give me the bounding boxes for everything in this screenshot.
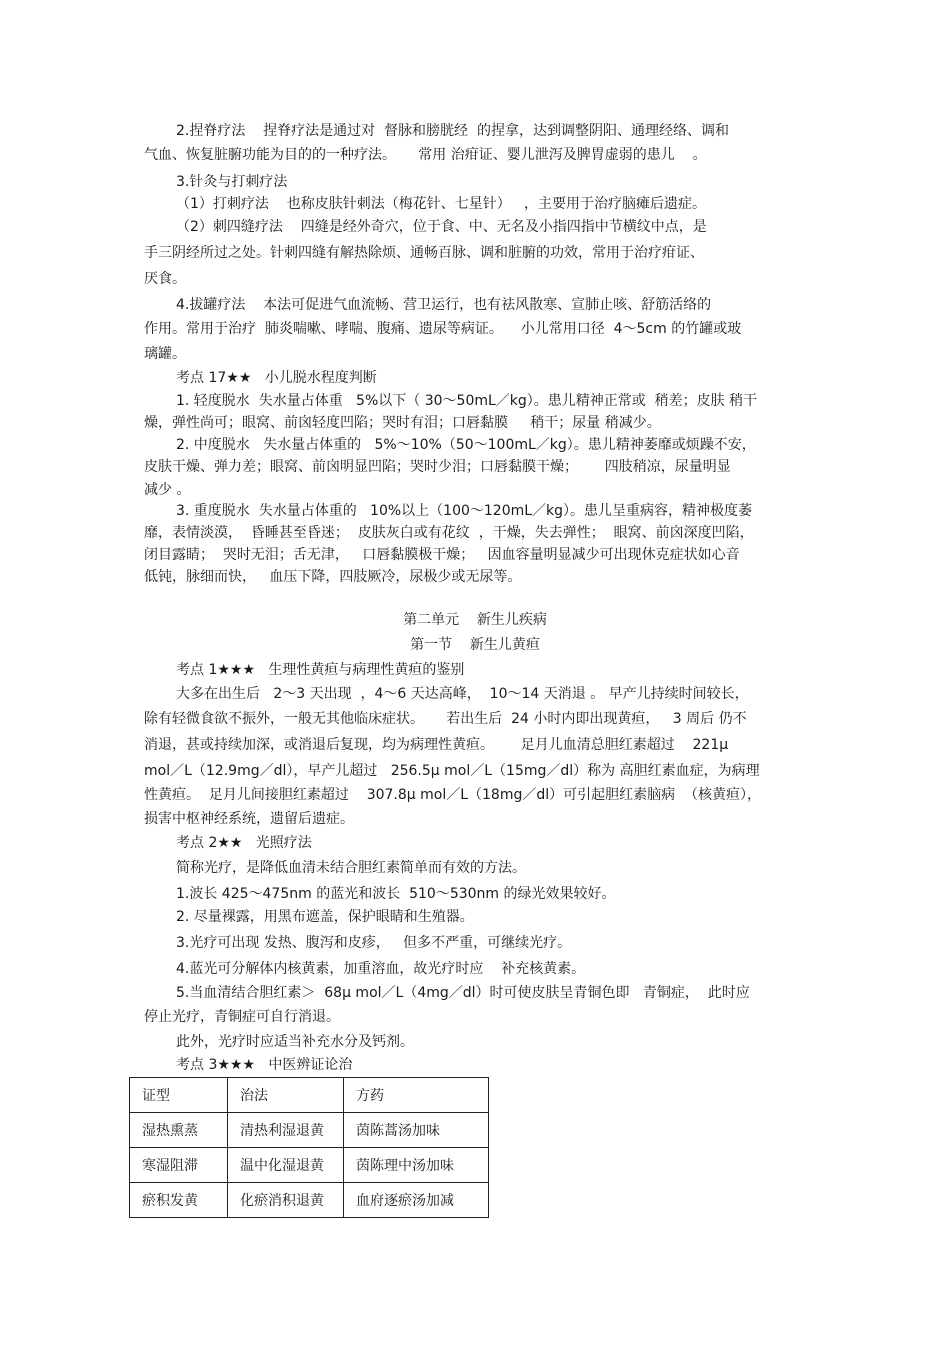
text-line: 4.拔罐疗法 本法可促进气血流畅、营卫运行，也有祛风散寒、宣肺止咳、舒筋活络的 — [176, 297, 712, 313]
table-cell: 湿热熏蒸 — [130, 1113, 228, 1148]
text-line: 手三阴经所过之处。针刺四缝有解热除烦、通畅百脉、调和脏腑的功效，常用于治疗疳证、 — [144, 245, 704, 261]
exam-point-heading: 考点 2★★ 光照疗法 — [176, 835, 312, 851]
exam-point-heading: 考点 3★★★ 中医辨证论治 — [176, 1057, 353, 1073]
text-line: 4.蓝光可分解体内核黄素，加重溶血，故光疗时应 补充核黄素。 — [176, 961, 586, 977]
text-line: 消退，甚或持续加深，或消退后复现，均为病理性黄疸。 足月儿血清总胆红素超过 221μ — [144, 737, 729, 753]
text-line: 3.针灸与打刺疗法 — [176, 174, 288, 190]
text-line: 除有轻微食欲不振外，一般无其他临床症状。 若出生后 24 小时内即出现黄疸， 3 周后 仍不 — [144, 711, 747, 727]
exam-point-heading: 考点 1★★★ 生理性黄疸与病理性黄疸的鉴别 — [176, 662, 465, 678]
table-header-cell: 治法 — [228, 1078, 344, 1113]
text-line: 2.捏脊疗法 捏脊疗法是通过对 督脉和膀胱经 的捏拿，达到调整阴阳、通理经络、调和 — [176, 123, 729, 139]
text-line: 厌食。 — [144, 271, 186, 287]
text-line: 2. 尽量裸露，用黑布遮盖，保护眼睛和生殖器。 — [176, 909, 474, 925]
text-line: 1. 轻度脱水 失水量占体重 5%以下（ 30～50mL／kg）。患儿精神正常或 稍差；皮肤 稍干 — [176, 393, 758, 409]
text-line: （1）打刺疗法 也称皮肤针刺法（梅花针、七星针） ，主要用于治疗脑瘫后遗症。 — [176, 196, 707, 212]
syndrome-treatment-table — [129, 1077, 489, 1218]
table-cell: 温中化湿退黄 — [228, 1148, 344, 1183]
table-cell: 茵陈蒿汤加味 — [344, 1113, 489, 1148]
table-row — [130, 1148, 489, 1183]
table-cell: 寒湿阻滞 — [130, 1148, 228, 1183]
table-header-cell: 方药 — [344, 1078, 489, 1113]
table-header-cell: 证型 — [130, 1078, 228, 1113]
text-line: 1.波长 425～475nm 的蓝光和波长 510～530nm 的绿光效果较好。 — [176, 886, 616, 902]
text-line: 闭目露睛； 哭时无泪；舌无津， 口唇黏膜极干燥； 因血容量明显减少可出现休克症状如心音 — [144, 547, 740, 563]
table-cell: 茵陈理中汤加味 — [344, 1148, 489, 1183]
table-cell: 瘀积发黄 — [130, 1183, 228, 1218]
text-line: mol／L（12.9mg／dl），早产儿超过 256.5μ mol／L（15mg／dl）称为 高胆红素血症，为病理 — [144, 763, 760, 779]
text-line: 性黄疸。 足月儿间接胆红素超过 307.8μ mol／L（18mg／dl）可引起胆红素脑病 （核黄疸）， — [144, 787, 762, 803]
text-line: 简称光疗，是降低血清未结合胆红素简单而有效的方法。 — [176, 860, 526, 876]
text-line: 3.光疗可出现 发热、腹泻和皮疹， 但多不严重，可继续光疗。 — [176, 935, 572, 951]
exam-point-heading: 考点 17★★ 小儿脱水程度判断 — [176, 370, 377, 386]
table-row — [130, 1183, 489, 1218]
text-line: 此外，光疗时应适当补充水分及钙剂。 — [176, 1034, 414, 1050]
text-line: 低钝，脉细而快， 血压下降，四肢厥冷，尿极少或无尿等。 — [144, 569, 522, 585]
text-line: 作用。常用于治疗 肺炎喘嗽、哮喘、腹痛、遗尿等病证。 小儿常用口径 4～5cm 的竹罐或玻 — [144, 321, 742, 337]
unit-heading: 第二单元 新生儿疾病 — [403, 612, 547, 628]
table-cell: 清热利湿退黄 — [228, 1113, 344, 1148]
table-header-row — [130, 1078, 489, 1113]
text-line: 燥，弹性尚可；眼窝、前囟轻度凹陷；哭时有泪；口唇黏膜 稍干；尿量 稍减少。 — [144, 415, 661, 431]
text-line: 5.当血清结合胆红素＞ 68μ mol／L（4mg／dl）时可使皮肤呈青铜色即 青铜症， 此时应 — [176, 985, 750, 1001]
text-line: 2. 中度脱水 失水量占体重的 5%～10%（50～100mL／kg）。患儿精神萎靡或烦躁不安， — [176, 437, 756, 453]
table-cell: 化瘀消积退黄 — [228, 1183, 344, 1218]
text-line: 大多在出生后 2～3 天出现 ，4～6 天达高峰， 10～14 天消退 。 早产儿持续时间较长， — [176, 686, 749, 702]
text-line: 皮肤干燥、弹力差；眼窝、前囟明显凹陷；哭时少泪；口唇黏膜干燥； 四肢稍凉，尿量明显 — [144, 459, 731, 475]
text-line: 3. 重度脱水 失水量占体重的 10%以上（100～120mL／kg）。患儿呈重病容，精神极度萎 — [176, 503, 753, 519]
text-line: 靡，表情淡漠， 昏睡甚至昏迷； 皮肤灰白或有花纹 ，干燥，失去弹性； 眼窝、前囟深度凹陷， — [144, 525, 754, 541]
text-line: 璃罐。 — [144, 346, 186, 362]
text-line: （2）刺四缝疗法 四缝是经外奇穴，位于食、中、无名及小指四指中节横纹中点，是 — [176, 219, 707, 235]
text-line: 减少 。 — [144, 482, 191, 498]
text-line: 损害中枢神经系统，遗留后遗症。 — [144, 811, 354, 827]
text-line: 停止光疗，青铜症可自行消退。 — [144, 1009, 340, 1025]
table-cell: 血府逐瘀汤加减 — [344, 1183, 489, 1218]
text-line: 气血、恢复脏腑功能为目的的一种疗法。 常用 治疳证、婴儿泄泻及脾胃虚弱的患儿 。 — [144, 147, 707, 163]
section-heading: 第一节 新生儿黄疸 — [410, 637, 540, 653]
table-row — [130, 1113, 489, 1148]
